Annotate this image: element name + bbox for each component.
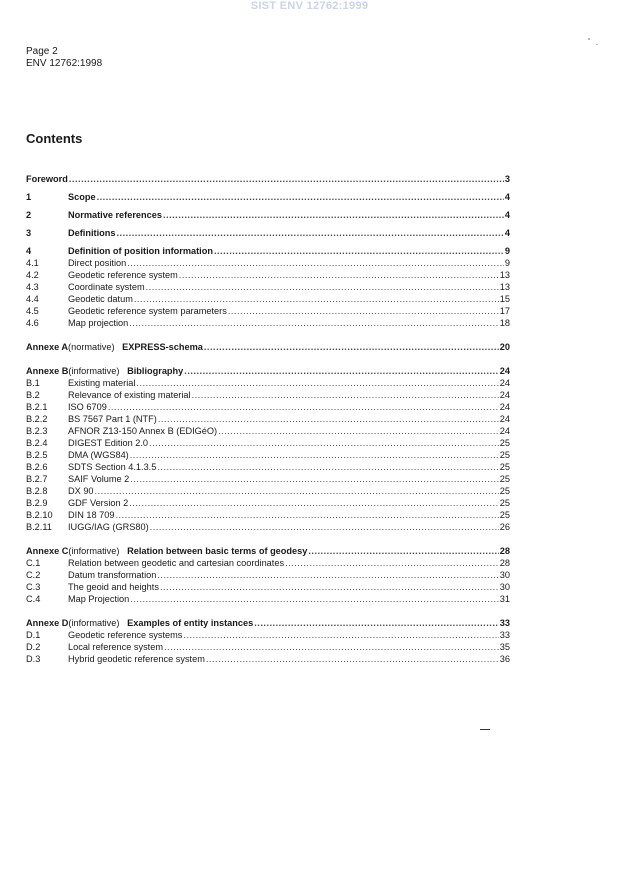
entry-number: D.2	[26, 642, 41, 652]
entry-title: Local reference system	[68, 642, 163, 652]
entry-page: 9	[504, 258, 510, 268]
entry-page: 4	[504, 228, 510, 238]
entry-title: Hybrid geodetic reference system	[68, 654, 205, 664]
entry-title: DMA (WGS84)	[68, 450, 129, 460]
dot-leader	[69, 173, 504, 185]
entry-title: Scope	[68, 192, 96, 202]
entry-number: B.2.11	[26, 522, 52, 532]
dot-leader	[164, 641, 499, 653]
toc-entry[interactable]	[26, 185, 510, 203]
annex-label: Annexe A	[26, 342, 69, 352]
toc-entry[interactable]	[26, 461, 510, 473]
toc-entry[interactable]	[26, 239, 510, 257]
entry-number: C.2	[26, 570, 41, 580]
toc-entry[interactable]	[26, 305, 510, 317]
toc-entry[interactable]	[26, 377, 510, 389]
toc-entry[interactable]	[26, 257, 510, 269]
page-number: Page 2	[26, 46, 58, 57]
entry-title: SAIF Volume 2	[68, 474, 130, 484]
dot-leader	[97, 191, 504, 203]
toc-entry[interactable]	[26, 539, 510, 557]
entry-number: 4.1	[26, 258, 39, 268]
page-title: Contents	[26, 131, 83, 146]
toc-entry[interactable]	[26, 413, 510, 425]
dot-leader	[108, 401, 499, 413]
dot-leader	[157, 461, 498, 473]
toc-entry[interactable]	[26, 389, 510, 401]
entry-number: 4.3	[26, 282, 39, 292]
entry-page: 36	[499, 654, 510, 664]
dot-leader	[214, 245, 504, 257]
entry-title: Definitions	[68, 228, 116, 238]
entry-number: B.2.4	[26, 438, 48, 448]
dot-leader	[146, 281, 499, 293]
toc-entry[interactable]	[26, 425, 510, 437]
toc-entry[interactable]	[26, 335, 510, 353]
entry-page: 15	[499, 294, 510, 304]
entry-page: 33	[499, 618, 510, 628]
toc-entry[interactable]	[26, 221, 510, 239]
entry-title: Datum transformation	[68, 570, 157, 580]
entry-number: C.3	[26, 582, 41, 592]
toc-entry[interactable]	[26, 581, 510, 593]
entry-page: 25	[499, 486, 510, 496]
dot-leader	[127, 257, 504, 269]
entry-page: 30	[499, 570, 510, 580]
dot-leader	[192, 389, 499, 401]
annex-title: EXPRESS-schema	[122, 342, 203, 352]
entry-page: 25	[499, 510, 510, 520]
dot-leader	[285, 557, 499, 569]
entry-title: Relevance of existing material	[68, 390, 191, 400]
entry-page: 30	[499, 582, 510, 592]
dot-leader	[134, 293, 499, 305]
dot-leader	[206, 653, 499, 665]
toc-entry[interactable]	[26, 437, 510, 449]
entry-title: DIGEST Edition 2.0	[68, 438, 149, 448]
standard-id: ENV 12762:1998	[26, 58, 103, 69]
scan-speck	[596, 44, 598, 45]
entry-title: DX 90	[68, 486, 94, 496]
entry-page: 24	[499, 414, 510, 424]
entry-number: C.4	[26, 594, 41, 604]
entry-page: 13	[499, 282, 510, 292]
page-header	[26, 46, 102, 70]
entry-title: AFNOR Z13-150 Annex B (EDIGéO)	[68, 426, 218, 436]
toc-entry[interactable]	[26, 449, 510, 461]
entry-number: D.3	[26, 654, 41, 664]
entry-title: Coordinate system	[68, 282, 145, 292]
entry-page: 35	[499, 642, 510, 652]
entry-page: 24	[499, 366, 510, 376]
dot-leader	[130, 473, 498, 485]
toc-entry[interactable]	[26, 521, 510, 533]
toc-entry[interactable]	[26, 629, 510, 641]
table-of-contents	[26, 167, 510, 665]
annex-label: Annexe B	[26, 366, 69, 376]
entry-title: Normative references	[68, 210, 162, 220]
entry-page: 13	[499, 270, 510, 280]
entry-page: 25	[499, 462, 510, 472]
toc-entry[interactable]	[26, 611, 510, 629]
toc-entry[interactable]	[26, 269, 510, 281]
entry-page: 28	[499, 558, 510, 568]
entry-page: 33	[499, 630, 510, 640]
entry-page: 18	[499, 318, 510, 328]
entry-title: BS 7567 Part 1 (NTF)	[68, 414, 157, 424]
entry-number: B.2.7	[26, 474, 48, 484]
entry-title: ISO 6709	[68, 402, 107, 412]
toc-entry[interactable]	[26, 557, 510, 569]
entry-title: The geoid and heights	[68, 582, 159, 592]
annex-label: Annexe D	[26, 618, 69, 628]
entry-number: B.1	[26, 378, 40, 388]
toc-entry[interactable]	[26, 203, 510, 221]
dot-leader	[136, 377, 498, 389]
entry-number: 1	[26, 192, 32, 202]
entry-page: 28	[499, 546, 510, 556]
dot-leader	[129, 317, 499, 329]
entry-title: GDF Version 2	[68, 498, 129, 508]
entry-title: Relation between geodetic and cartesian coordinates	[68, 558, 285, 568]
annex-title: Examples of entity instances	[127, 618, 254, 628]
toc-entry[interactable]	[26, 167, 510, 185]
dot-leader	[163, 209, 504, 221]
dot-leader	[150, 521, 499, 533]
entry-page: 4	[504, 192, 510, 202]
entry-title: SDTS Section 4.1.3.5	[68, 462, 157, 472]
dot-leader	[184, 365, 499, 377]
toc-entry[interactable]	[26, 485, 510, 497]
entry-page: 26	[499, 522, 510, 532]
scan-speck	[588, 38, 590, 40]
entry-title: Map Projection	[68, 594, 130, 604]
entry-title: DIN 18 709	[68, 510, 115, 520]
toc-entry[interactable]	[26, 653, 510, 665]
dot-leader	[130, 593, 498, 605]
entry-page: 20	[499, 342, 510, 352]
entry-page: 4	[504, 210, 510, 220]
dot-leader	[157, 569, 498, 581]
toc-entry[interactable]	[26, 569, 510, 581]
entry-number: 4.4	[26, 294, 39, 304]
annex-title: Bibliography	[127, 366, 184, 376]
scan-speck	[480, 729, 490, 730]
entry-title: IUGG/IAG (GRS80)	[68, 522, 149, 532]
entry-number: 4.5	[26, 306, 39, 316]
entry-number: B.2.6	[26, 462, 48, 472]
annex-title: Relation between basic terms of geodesy	[127, 546, 308, 556]
entry-title: Map projection	[68, 318, 129, 328]
toc-entry[interactable]	[26, 593, 510, 605]
entry-title: Geodetic reference system	[68, 270, 178, 280]
dot-leader	[95, 485, 499, 497]
annex-label: Annexe C	[26, 546, 69, 556]
annex-kind: (informative)	[68, 618, 128, 628]
entry-title: Foreword	[26, 174, 68, 184]
entry-number: B.2.5	[26, 450, 48, 460]
entry-page: 17	[499, 306, 510, 316]
entry-title: Direct position	[68, 258, 127, 268]
entry-page: 31	[499, 594, 510, 604]
watermark: SIST ENV 12762:1999	[250, 0, 369, 12]
entry-page: 24	[499, 426, 510, 436]
dot-leader	[183, 629, 498, 641]
entry-number: B.2.1	[26, 402, 48, 412]
dot-leader	[130, 449, 499, 461]
entry-page: 24	[499, 390, 510, 400]
toc-entry[interactable]	[26, 641, 510, 653]
entry-number: B.2.10	[26, 510, 53, 520]
entry-title: Geodetic reference system parameters	[68, 306, 227, 316]
entry-title: Geodetic reference systems	[68, 630, 183, 640]
entry-page: 24	[499, 378, 510, 388]
entry-page: 25	[499, 438, 510, 448]
dot-leader	[158, 413, 499, 425]
entry-page: 25	[499, 474, 510, 484]
entry-number: 4.6	[26, 318, 39, 328]
entry-number: B.2.8	[26, 486, 48, 496]
entry-number: 2	[26, 210, 32, 220]
entry-number: 4	[26, 246, 32, 256]
toc-entry[interactable]	[26, 281, 510, 293]
entry-page: 3	[504, 174, 510, 184]
dot-leader	[218, 425, 499, 437]
entry-number: C.1	[26, 558, 41, 568]
entry-number: B.2.9	[26, 498, 48, 508]
toc-entry[interactable]	[26, 401, 510, 413]
entry-page: 25	[499, 498, 510, 508]
entry-number: D.1	[26, 630, 41, 640]
dot-leader	[149, 437, 499, 449]
entry-page: 24	[499, 402, 510, 412]
dot-leader	[116, 227, 503, 239]
entry-number: 4.2	[26, 270, 39, 280]
dot-leader	[308, 545, 498, 557]
entry-page: 9	[504, 246, 510, 256]
dot-leader	[115, 509, 498, 521]
entry-title: Existing material	[68, 378, 136, 388]
toc-entry[interactable]	[26, 293, 510, 305]
toc-entry[interactable]	[26, 359, 510, 377]
toc-entry[interactable]	[26, 473, 510, 485]
dot-leader	[228, 305, 499, 317]
entry-title: Geodetic datum	[68, 294, 133, 304]
entry-page: 25	[499, 450, 510, 460]
annex-kind: (informative)	[68, 366, 128, 376]
toc-entry[interactable]	[26, 317, 510, 329]
toc-entry[interactable]	[26, 497, 510, 509]
entry-number: B.2.3	[26, 426, 48, 436]
entry-title: Definition of position information	[68, 246, 213, 256]
dot-leader	[254, 617, 499, 629]
dot-leader	[179, 269, 499, 281]
dot-leader	[129, 497, 499, 509]
entry-number: B.2	[26, 390, 40, 400]
annex-kind: (normative)	[68, 342, 123, 352]
entry-number: 3	[26, 228, 32, 238]
entry-number: B.2.2	[26, 414, 48, 424]
dot-leader	[160, 581, 499, 593]
toc-entry[interactable]	[26, 509, 510, 521]
annex-kind: (informative)	[68, 546, 128, 556]
dot-leader	[204, 341, 499, 353]
